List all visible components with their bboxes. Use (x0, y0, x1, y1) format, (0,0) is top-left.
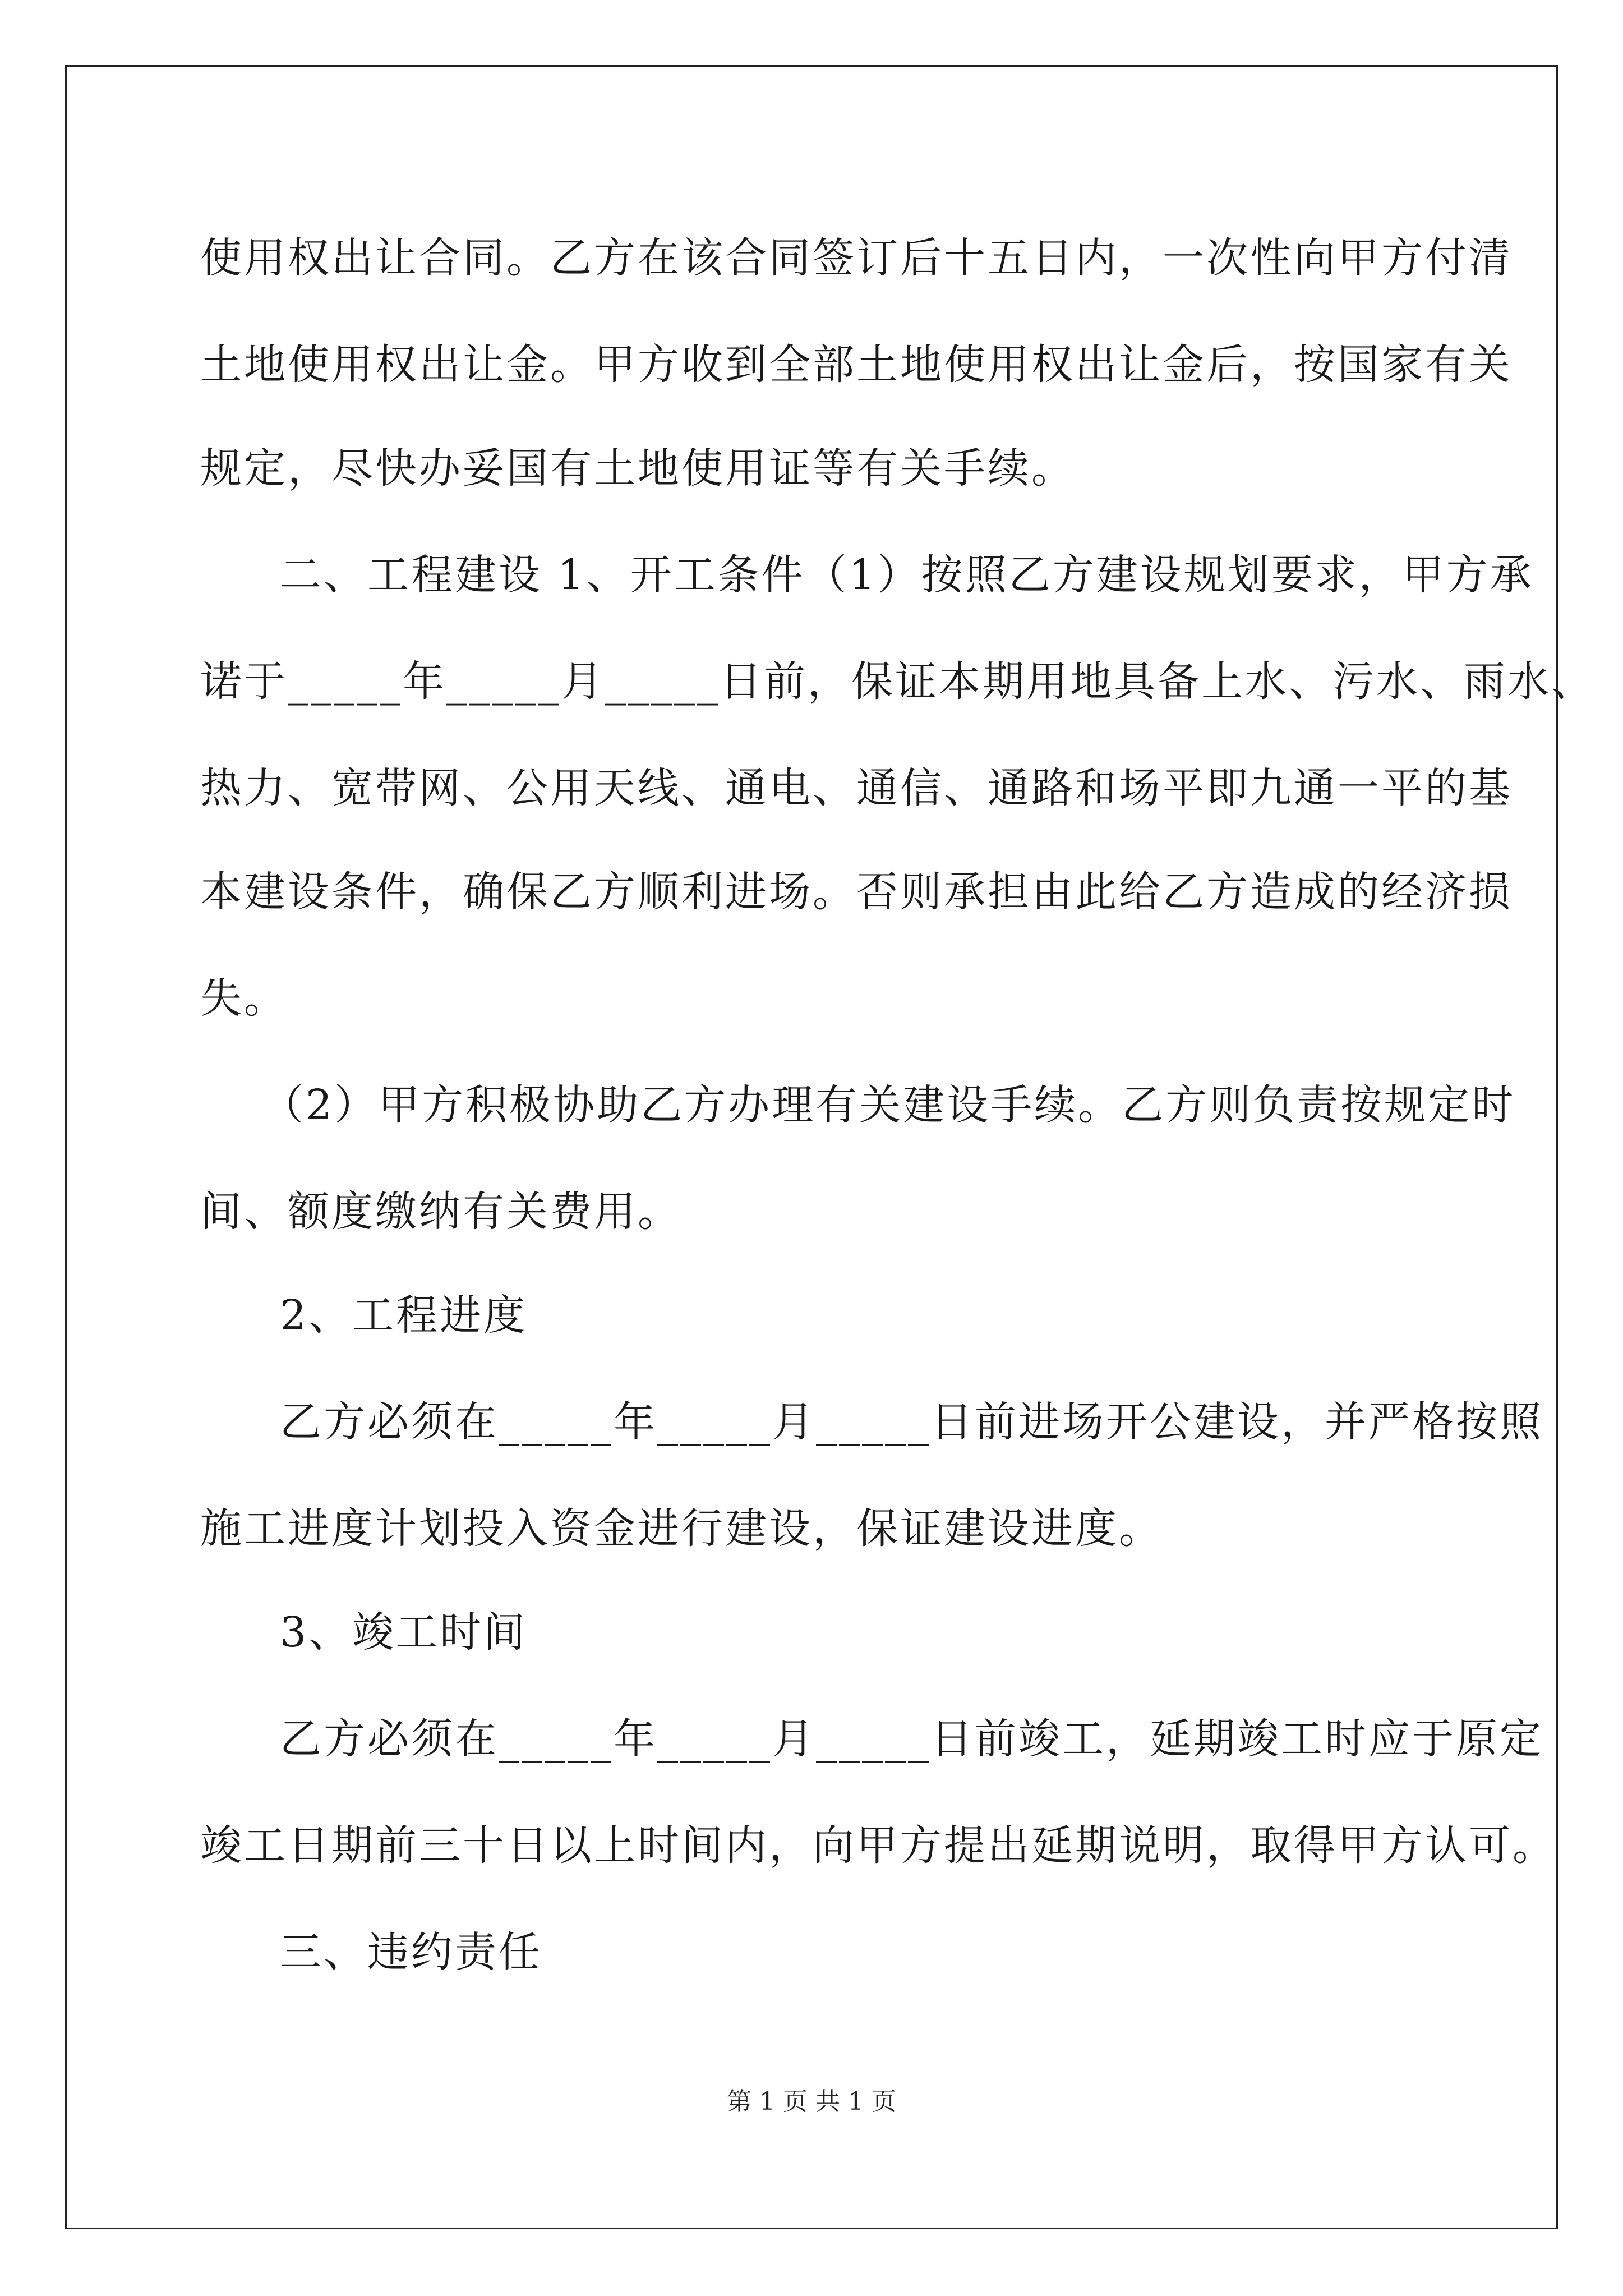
section-heading-construction: 二、工程建设 1、开工条件（1）按照乙方建设规划要求，甲方承 (280, 551, 1534, 599)
text-line: 间、额度缴纳有关费用。 (200, 1188, 681, 1236)
section-heading-progress: 2、工程进度 (280, 1291, 528, 1340)
text-line: 热力、宽带网、公用天线、通电、通信、通路和场平即九通一平的基 (200, 764, 1513, 812)
text-line: （2）甲方积极协助乙方办理有关建设手续。乙方则负责按规定时 (262, 1081, 1516, 1129)
text-line: 本建设条件，确保乙方顺利进场。否则承担由此给乙方造成的经济损 (200, 868, 1513, 916)
text-line: 施工进度计划投入资金进行建设，保证建设进度。 (200, 1504, 1163, 1553)
text-line: 规定，尽快办妥国有土地使用证等有关手续。 (200, 444, 1075, 493)
page-number: 第 1 页 共 1 页 (727, 2087, 896, 2116)
text-line: 失。 (200, 974, 288, 1023)
text-line: 竣工日期前三十日以上时间内，向甲方提出延期说明，取得甲方认可。 (200, 1821, 1556, 1870)
text-line: 乙方必须在_____年_____月_____日前进场开公建设，并严格按照 (280, 1398, 1543, 1446)
text-line: 乙方必须在_____年_____月_____日前竣工，延期竣工时应于原定 (280, 1715, 1543, 1763)
text-line: 诺于_____年_____月_____日前，保证本期用地具备上水、污水、雨水、 (200, 657, 1595, 706)
text-line: 土地使用权出让金。甲方收到全部土地使用权出让金后，按国家有关 (200, 341, 1513, 389)
section-heading-liability: 三、违约责任 (280, 1928, 542, 1976)
section-heading-completion: 3、竣工时间 (280, 1608, 528, 1657)
text-line: 使用权出让合同。乙方在该合同签订后十五日内，一次性向甲方付清 (200, 234, 1513, 282)
